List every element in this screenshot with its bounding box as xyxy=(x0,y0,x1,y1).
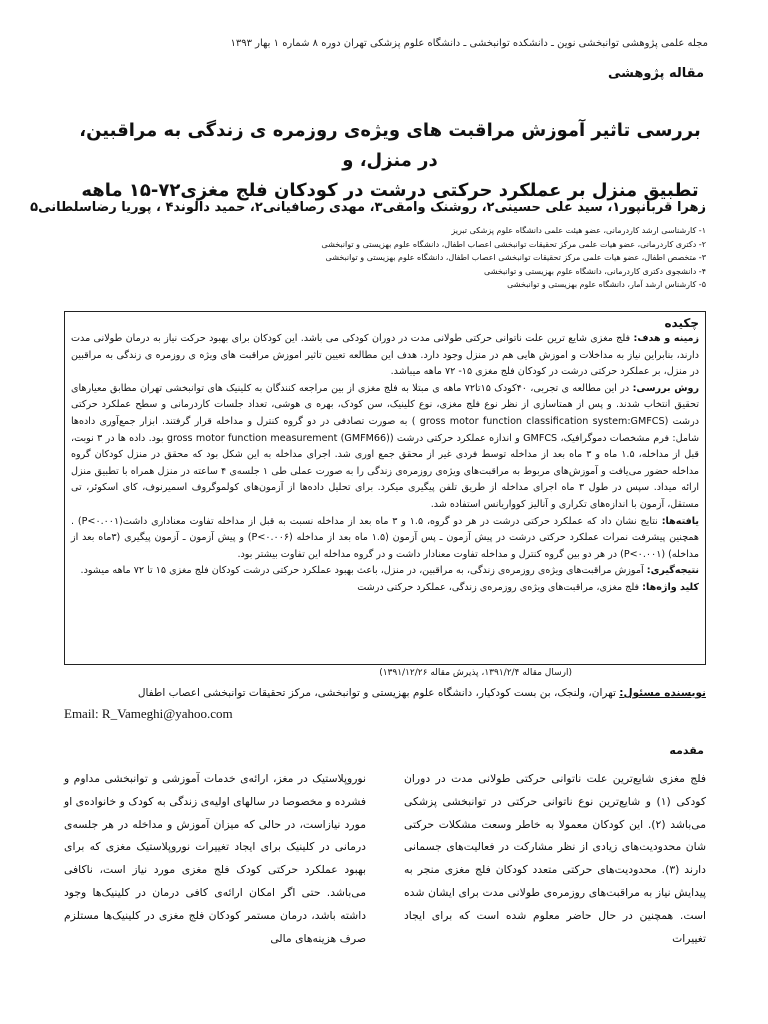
conclusion-text: آموزش مراقبت‌های ویژه‌ی روزمره‌ی زندگی، به مراقبین، در منزل، باعث بهبود عملکرد حرکتی درشت کودکان فلج مغزی ۱۵ تا ۷۲ ماهه میشود. xyxy=(80,565,644,577)
affiliation-4: ۴- دانشجوی دکتری کاردرمانی، دانشگاه علوم بهزیستی و توانبخشی xyxy=(484,266,706,276)
abstract-method xyxy=(71,381,699,514)
abstract-heading: چکیده xyxy=(664,316,699,330)
corresponding-label: نویسنده مسئول: xyxy=(619,687,706,699)
introduction-heading: مقدمه xyxy=(669,744,704,757)
abstract-findings xyxy=(71,514,699,564)
conclusion-label: نتیجه‌گیری: xyxy=(646,565,699,577)
keywords-label: کلید واژه‌ها: xyxy=(642,581,699,593)
findings-label: یافته‌ها: xyxy=(661,515,699,527)
keywords-text: فلج مغزی، مراقبت‌های ویژه‌ی روزمره‌ی زندگی، عملکرد حرکتی درشت xyxy=(357,581,640,593)
corresponding-address: تهران، ولنجک، بن بست کودکیار، دانشگاه علوم بهزیستی و توانبخشی، مرکز تحقیقات توانبخشی اعصاب اطفال xyxy=(137,687,616,699)
method-label: روش بررسی: xyxy=(632,382,699,394)
received-dates: (ارسال مقاله ۱۳۹۱/۲/۴، پذیرش مقاله ۱۳۹۱/۱۲/۲۶) xyxy=(379,668,572,678)
paper-title xyxy=(70,116,710,206)
introduction-column-right: فلج مغزی شایع‌ترین علت ناتوانی حرکتی طولانی مدت در دوران کودکی (۱) و شایع‌ترین نوع ناتوانی حرکتی در توانبخشی پزشکی می‌باشد (۲). این کودکان معمولا به خاطر وسعت مشکلات حرکتی شان محدودیت‌های زیادی از نظر مشارکت در فعالیت‌های جسمانی دارند (۳). محدودیت‌های حرکتی متعدد کودکان فلج مغزی منجر به پیدایش نیاز به مراقبت‌های روزمره‌ی طولانی مدت برای ایشان شده است. همچنین در حال حاضر معلوم شده است که برای ایجاد تغییرات xyxy=(404,772,707,945)
corresponding-email: Email: R_Vameghi@yahoo.com xyxy=(64,706,233,721)
affiliation-5: ۵- کارشناس ارشد آمار، دانشگاه علوم بهزیستی و توانبخشی xyxy=(507,280,706,290)
title-line-2: تطبیق منزل بر عملکرد حرکتی درشت در کودکان فلج مغزی۷۲-۱۵ ماهه xyxy=(81,180,699,201)
abstract-keywords xyxy=(71,580,699,597)
abstract-box xyxy=(64,311,706,665)
affiliations xyxy=(150,224,706,292)
author-list: زهرا قربانپور۱، سید علی حسینی۲، روشنک وامقی۳، مهدی رصافیانی۲، حمید دالوند۴ ، پوریا رضاسلطانی۵ xyxy=(30,200,706,215)
title-line-1: بررسی تاثیر آموزش مراقبت های ویژه‌ی روزمره ی زندگی به مراقبین، در منزل، و xyxy=(79,120,701,171)
background-text: فلج مغزی شایع ترین علت ناتوانی حرکتی طولانی مدت در دوران کودکی می باشد. این کودکان برای بهبود حرکت نیاز به درمان طولانی مدت دارند، بنابراین نیاز به مداخلات و اموزش هایی هم در منزل وجود دارد. هدف این مطالعه تعیین تاثیر اموزش مراقبت های ویژه ی روزمره ی زندگی به مراقبین در منزل، بر عملکرد حرکتی درشت در کودکان فلج مغزی ۱۵- ۷۲ ماهه میباشد. xyxy=(71,333,699,378)
affiliation-1: ۱- کارشناسی ارشد کاردرمانی، عضو هیئت علمی دانشگاه علوم پزشکی تبریز xyxy=(451,226,706,235)
affiliation-3: ۳- متخصص اطفال، عضو هیات علمی مرکز تحقیقات توانبخشی اعصاب اطفال، دانشگاه علوم بهزیستی و توانبخشی xyxy=(325,253,706,263)
abstract-conclusion xyxy=(71,563,699,580)
journal-header: مجله علمی پژوهشی توانبخشی نوین ـ دانشکده توانبخشی ـ دانشگاه علوم پزشکی تهران دوره ۸ شماره ۱ بهار ۱۳۹۳ xyxy=(230,38,708,49)
method-text: در این مطالعه ی تجربی، ۴۰کودک ۱۵تا۷۲ ماهه ی مبتلا به فلج مغزی از بین مراجعه کنندگان به کلینیک های توانبخشی تهران مطابق معیارهای تحقیق انتخاب شدند. و پس از همتاسازی از نظر نوع فلج مغزی، نوع کلینیک، سن کودک، بهره ی هوشی، تعداد جلسات کاردرمانی و سطح عملکرد حرکتی درشت (gross motor function classification system:GMFCS ) به صورت تصادفی در دو گروه کنترل و مداخله قرار گرفتند. ابزار جمع‌آوری داده‌ها شامل: فرم مشخصات دموگرافیک، GMFCS و اندازه عملکرد حرکتی درشت (gross motor function measurement (GMFM66) بود. داده ها در ۳ نوبت، قبل از مداخله، ۱.۵ ماه و ۳ ماه بعد از مداخله توسط فردی غیر از محقق جمع اوری شد. اجرای مداخله به این شکل بود که محقق در منزل کودکان گروه مداخله حضور می‌یافت و آموزش‌های مربوط به مراقبت‌های ویژه‌ی روزمره‌ی زندگی را به صورت عملی طی ۱ جلسه‌ی ۴ ساعته در منزل همراه با تطبیق منزل ارائه میداد. سپس در طول ۳ ماه اجرای مداخله از طریق تلفن پیگیری میکرد. برای تحلیل داده‌ها از آزمون‌های کولموگروف اسمیرنوف، کای اسکوئر، تی مستقل، آزمون با اندازه‌های تکراری و آنالیز کوواریانس استفاده شد. xyxy=(71,382,700,510)
findings-text: نتایج نشان داد که عملکرد حرکتی درشت در هر دو گروه، ۱.۵ و ۳ ماه بعد از مداخله نسبت به قبل از مداخله تفاوت معناداری داشت(P<۰.۰۰۱) . همچنین پیشرفت نمرات عملکرد حرکتی درشت در پیش آزمون ـ پس آزمون (۱.۵ ماه بعد از مداخله (P<۰.۰۰۶) و پیش آزمون ـ آزمون پیگیری (۳ماه بعد از مداخله) (P<۰.۰۰۱) در هر دو بین گروه کنترل و مداخله تفاوت معنادار داشت و در گروه مداخله این تفاوت بیشتر بود. xyxy=(71,515,699,560)
article-type: مقاله پژوهشی xyxy=(607,66,704,81)
corresponding-author xyxy=(64,687,706,699)
abstract-background xyxy=(71,331,699,381)
background-label: زمینه و هدف: xyxy=(633,333,699,344)
introduction-column-left: نوروپلاستیک در مغز، ارائه‌ی خدمات آموزشی و توانبخشی مداوم و فشرده و مخصوصا در سالهای اولیه‌ی زندگی به کودک و خانواده‌ی او مورد نیازاست، در حالی که میزان آموزش و مداخله در هر جلسه‌ی درمانی در کلینیک برای ایجاد تغییرات نوروپلاستیک مغزی که برای بهبود عملکرد حرکتی کودک فلج مغزی مورد نیاز است، ناکافی می‌باشد. حتی اگر امکان ارائه‌ی کافی درمان در کلینیک‌ها وجود داشته باشد، درمان مستمر کودکان فلج مغزی در کلینیک‌ها مستلزم صرف هزینه‌های مالی xyxy=(64,772,366,945)
affiliation-2: ۲- دکتری کاردرمانی، عضو هیات علمی مرکز تحقیقات توانبخشی اعصاب اطفال، دانشگاه علوم بهزیستی و توانبخشی xyxy=(321,239,706,249)
